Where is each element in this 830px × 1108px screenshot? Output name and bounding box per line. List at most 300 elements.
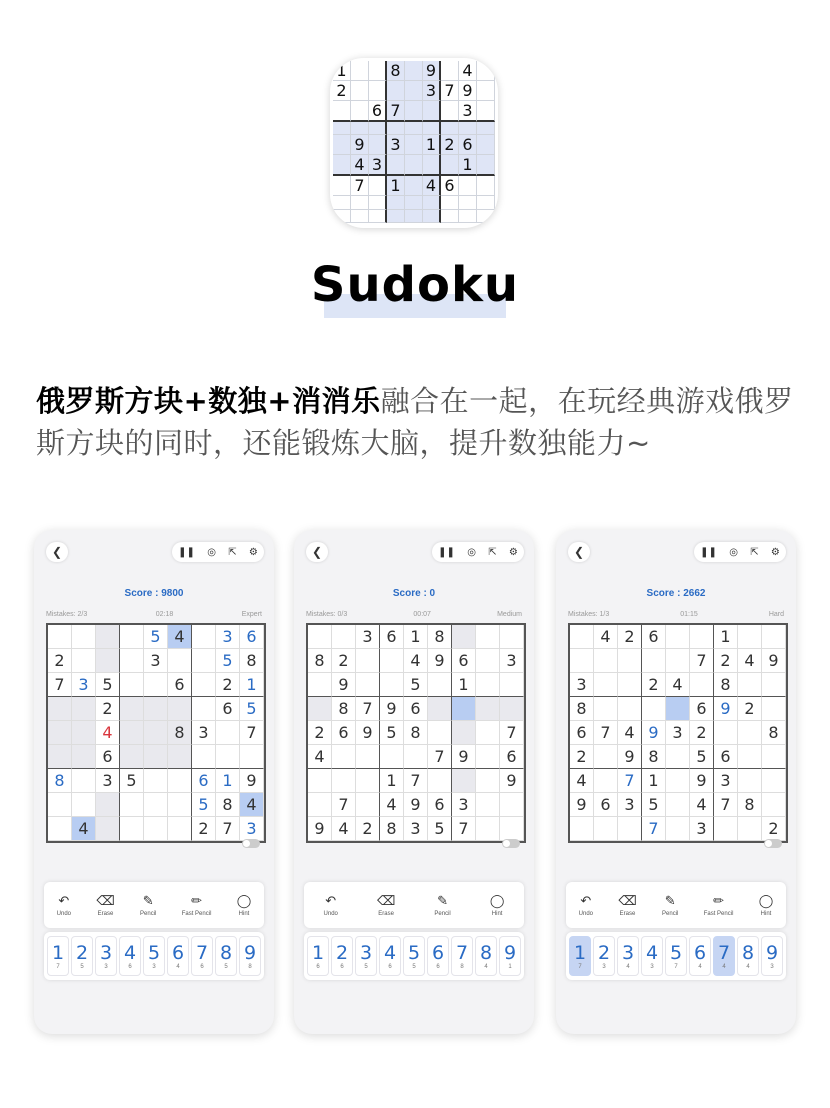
board-cell[interactable] [192, 697, 216, 721]
number-key-8[interactable] [475, 936, 497, 976]
number-key-9[interactable] [239, 936, 261, 976]
board-cell[interactable] [192, 745, 216, 769]
board-cell[interactable] [144, 817, 168, 841]
number-key-7[interactable] [191, 936, 213, 976]
board-cell[interactable] [168, 649, 192, 673]
board-cell[interactable] [48, 793, 72, 817]
board-cell[interactable]: 6 [332, 721, 356, 745]
board-cell[interactable]: 2 [642, 673, 666, 697]
board-cell[interactable]: 6 [690, 697, 714, 721]
board-cell[interactable] [500, 625, 524, 649]
erase-button[interactable] [618, 894, 636, 917]
board-cell[interactable]: 3 [192, 721, 216, 745]
number-key-7[interactable] [451, 936, 473, 976]
board-cell[interactable] [356, 769, 380, 793]
share-icon[interactable]: ⇱ [228, 546, 237, 558]
number-key-5[interactable] [143, 936, 165, 976]
board-cell[interactable]: 9 [500, 769, 524, 793]
board-cell[interactable] [476, 625, 500, 649]
settings-gear-icon[interactable]: ⚙ [770, 546, 780, 558]
board-cell[interactable]: 5 [690, 745, 714, 769]
board-cell[interactable]: 9 [380, 697, 404, 721]
board-cell[interactable]: 2 [308, 721, 332, 745]
board-cell[interactable] [332, 769, 356, 793]
board-cell[interactable] [144, 697, 168, 721]
board-cell[interactable]: 4 [168, 625, 192, 649]
board-cell[interactable]: 7 [356, 697, 380, 721]
board-cell[interactable] [476, 745, 500, 769]
board-cell[interactable]: 6 [500, 745, 524, 769]
board-cell[interactable] [738, 673, 762, 697]
number-key-9[interactable] [761, 936, 783, 976]
board-cell[interactable] [96, 793, 120, 817]
board-cell[interactable]: 8 [332, 697, 356, 721]
board-cell[interactable]: 6 [714, 745, 738, 769]
board-cell[interactable] [144, 769, 168, 793]
board-cell[interactable] [144, 673, 168, 697]
board-cell[interactable] [356, 649, 380, 673]
board-cell[interactable] [144, 793, 168, 817]
board-cell[interactable] [594, 769, 618, 793]
board-cell[interactable]: 4 [96, 721, 120, 745]
board-cell[interactable]: 8 [570, 697, 594, 721]
board-cell[interactable] [308, 697, 332, 721]
board-cell[interactable]: 2 [762, 817, 786, 841]
board-cell[interactable] [476, 673, 500, 697]
board-cell[interactable]: 4 [240, 793, 264, 817]
board-cell[interactable] [120, 745, 144, 769]
board-cell[interactable] [192, 673, 216, 697]
board-cell[interactable] [738, 625, 762, 649]
board-cell[interactable]: 5 [404, 673, 428, 697]
board-cell[interactable] [240, 745, 264, 769]
board-cell[interactable] [500, 817, 524, 841]
board-cell[interactable] [762, 769, 786, 793]
board-cell[interactable] [500, 673, 524, 697]
board-cell[interactable]: 9 [404, 793, 428, 817]
number-key-8[interactable] [215, 936, 237, 976]
hint-button[interactable] [490, 894, 505, 917]
number-key-5[interactable] [665, 936, 687, 976]
board-cell[interactable]: 3 [570, 673, 594, 697]
board-cell[interactable] [120, 697, 144, 721]
board-cell[interactable] [452, 625, 476, 649]
board-cell[interactable]: 5 [144, 625, 168, 649]
board-cell[interactable]: 4 [72, 817, 96, 841]
board-cell[interactable]: 2 [570, 745, 594, 769]
board-cell[interactable] [120, 721, 144, 745]
board-cell[interactable]: 9 [618, 745, 642, 769]
sudoku-board[interactable] [46, 623, 266, 843]
board-cell[interactable] [666, 793, 690, 817]
board-cell[interactable]: 8 [380, 817, 404, 841]
board-cell[interactable]: 5 [240, 697, 264, 721]
board-cell[interactable] [452, 697, 476, 721]
palette-icon[interactable]: ◎ [207, 546, 216, 558]
board-cell[interactable] [72, 745, 96, 769]
board-cell[interactable]: 1 [216, 769, 240, 793]
board-cell[interactable]: 7 [452, 817, 476, 841]
hint-button[interactable] [759, 894, 774, 917]
number-key-6[interactable] [427, 936, 449, 976]
board-cell[interactable]: 9 [428, 649, 452, 673]
board-cell[interactable] [714, 721, 738, 745]
board-cell[interactable] [72, 721, 96, 745]
board-cell[interactable]: 6 [452, 649, 476, 673]
board-cell[interactable]: 4 [404, 649, 428, 673]
back-button[interactable] [46, 542, 68, 562]
board-cell[interactable] [762, 697, 786, 721]
board-cell[interactable] [380, 673, 404, 697]
board-cell[interactable]: 3 [690, 817, 714, 841]
erase-button[interactable] [96, 894, 114, 917]
board-cell[interactable] [96, 625, 120, 649]
board-cell[interactable]: 9 [452, 745, 476, 769]
toggle-switch[interactable] [502, 839, 520, 848]
board-cell[interactable]: 9 [762, 649, 786, 673]
board-cell[interactable] [404, 745, 428, 769]
board-cell[interactable]: 4 [690, 793, 714, 817]
board-cell[interactable]: 1 [642, 769, 666, 793]
board-cell[interactable] [642, 649, 666, 673]
board-cell[interactable]: 4 [332, 817, 356, 841]
board-cell[interactable] [476, 769, 500, 793]
board-cell[interactable] [428, 721, 452, 745]
board-cell[interactable]: 2 [332, 649, 356, 673]
number-key-1[interactable] [47, 936, 69, 976]
number-key-1[interactable] [569, 936, 591, 976]
board-cell[interactable]: 6 [428, 793, 452, 817]
board-cell[interactable]: 7 [714, 793, 738, 817]
board-cell[interactable]: 2 [738, 697, 762, 721]
board-cell[interactable] [476, 649, 500, 673]
board-cell[interactable] [120, 649, 144, 673]
number-key-2[interactable] [71, 936, 93, 976]
palette-icon[interactable]: ◎ [729, 546, 738, 558]
board-cell[interactable] [570, 817, 594, 841]
board-cell[interactable] [618, 649, 642, 673]
number-key-1[interactable] [307, 936, 329, 976]
board-cell[interactable]: 8 [714, 673, 738, 697]
board-cell[interactable] [308, 769, 332, 793]
board-cell[interactable] [72, 625, 96, 649]
board-cell[interactable] [96, 817, 120, 841]
board-cell[interactable] [72, 649, 96, 673]
toggle-switch[interactable] [242, 839, 260, 848]
board-cell[interactable]: 5 [642, 793, 666, 817]
board-cell[interactable] [570, 625, 594, 649]
board-cell[interactable] [500, 697, 524, 721]
board-cell[interactable] [428, 769, 452, 793]
board-cell[interactable] [308, 625, 332, 649]
board-cell[interactable]: 6 [570, 721, 594, 745]
board-cell[interactable] [428, 673, 452, 697]
board-cell[interactable]: 8 [168, 721, 192, 745]
board-cell[interactable]: 1 [452, 673, 476, 697]
board-cell[interactable] [666, 697, 690, 721]
pencil-button[interactable] [662, 894, 678, 917]
board-cell[interactable] [666, 769, 690, 793]
number-key-3[interactable] [617, 936, 639, 976]
board-cell[interactable]: 1 [714, 625, 738, 649]
board-cell[interactable] [738, 721, 762, 745]
pencil-button[interactable] [434, 894, 450, 917]
board-cell[interactable]: 3 [144, 649, 168, 673]
number-key-2[interactable] [593, 936, 615, 976]
board-cell[interactable] [476, 721, 500, 745]
board-cell[interactable]: 2 [714, 649, 738, 673]
board-cell[interactable]: 4 [380, 793, 404, 817]
share-icon[interactable]: ⇱ [488, 546, 497, 558]
undo-button[interactable] [57, 894, 71, 917]
board-cell[interactable] [666, 817, 690, 841]
board-cell[interactable]: 6 [240, 625, 264, 649]
board-cell[interactable] [714, 817, 738, 841]
board-cell[interactable] [380, 745, 404, 769]
board-cell[interactable]: 6 [96, 745, 120, 769]
board-cell[interactable] [168, 817, 192, 841]
board-cell[interactable]: 9 [570, 793, 594, 817]
board-cell[interactable]: 7 [216, 817, 240, 841]
number-key-3[interactable] [95, 936, 117, 976]
board-cell[interactable] [738, 745, 762, 769]
board-cell[interactable] [618, 697, 642, 721]
board-cell[interactable]: 8 [404, 721, 428, 745]
board-cell[interactable]: 5 [120, 769, 144, 793]
board-cell[interactable] [642, 697, 666, 721]
board-cell[interactable] [168, 697, 192, 721]
board-cell[interactable] [762, 673, 786, 697]
hint-button[interactable] [237, 894, 252, 917]
board-cell[interactable]: 6 [192, 769, 216, 793]
board-cell[interactable] [72, 697, 96, 721]
board-cell[interactable] [380, 649, 404, 673]
board-cell[interactable]: 8 [428, 625, 452, 649]
board-cell[interactable]: 9 [714, 697, 738, 721]
board-cell[interactable]: 4 [738, 649, 762, 673]
board-cell[interactable] [428, 697, 452, 721]
sudoku-board[interactable] [568, 623, 788, 843]
board-cell[interactable]: 6 [642, 625, 666, 649]
board-cell[interactable] [356, 745, 380, 769]
board-cell[interactable]: 8 [240, 649, 264, 673]
board-cell[interactable] [476, 793, 500, 817]
board-cell[interactable] [570, 649, 594, 673]
board-cell[interactable] [72, 793, 96, 817]
board-cell[interactable] [762, 745, 786, 769]
board-cell[interactable]: 3 [216, 625, 240, 649]
board-cell[interactable]: 6 [594, 793, 618, 817]
board-cell[interactable] [738, 817, 762, 841]
board-cell[interactable] [48, 745, 72, 769]
sudoku-board[interactable] [306, 623, 526, 843]
board-cell[interactable]: 9 [642, 721, 666, 745]
board-cell[interactable]: 3 [72, 673, 96, 697]
number-key-7[interactable] [713, 936, 735, 976]
board-cell[interactable] [216, 721, 240, 745]
pause-icon[interactable]: ❚❚ [178, 546, 195, 558]
settings-gear-icon[interactable]: ⚙ [508, 546, 518, 558]
number-key-4[interactable] [119, 936, 141, 976]
board-cell[interactable] [96, 649, 120, 673]
board-cell[interactable]: 7 [594, 721, 618, 745]
board-cell[interactable] [120, 673, 144, 697]
board-cell[interactable]: 3 [452, 793, 476, 817]
board-cell[interactable] [120, 817, 144, 841]
board-cell[interactable] [666, 745, 690, 769]
board-cell[interactable] [666, 649, 690, 673]
board-cell[interactable] [48, 721, 72, 745]
board-cell[interactable] [48, 697, 72, 721]
number-key-2[interactable] [331, 936, 353, 976]
board-cell[interactable]: 3 [666, 721, 690, 745]
board-cell[interactable]: 2 [618, 625, 642, 649]
board-cell[interactable] [168, 745, 192, 769]
board-cell[interactable]: 5 [428, 817, 452, 841]
board-cell[interactable]: 2 [690, 721, 714, 745]
board-cell[interactable] [356, 793, 380, 817]
board-cell[interactable] [666, 625, 690, 649]
number-key-3[interactable] [355, 936, 377, 976]
board-cell[interactable]: 9 [308, 817, 332, 841]
board-cell[interactable] [594, 817, 618, 841]
board-cell[interactable]: 7 [618, 769, 642, 793]
board-cell[interactable] [120, 793, 144, 817]
board-cell[interactable] [192, 625, 216, 649]
undo-button[interactable] [324, 894, 338, 917]
board-cell[interactable] [594, 673, 618, 697]
board-cell[interactable] [594, 745, 618, 769]
board-cell[interactable]: 1 [380, 769, 404, 793]
board-cell[interactable] [120, 625, 144, 649]
board-cell[interactable]: 8 [308, 649, 332, 673]
board-cell[interactable]: 3 [714, 769, 738, 793]
share-icon[interactable]: ⇱ [750, 546, 759, 558]
number-key-6[interactable] [167, 936, 189, 976]
erase-button[interactable] [377, 894, 395, 917]
board-cell[interactable]: 4 [594, 625, 618, 649]
board-cell[interactable] [356, 673, 380, 697]
number-key-8[interactable] [737, 936, 759, 976]
board-cell[interactable]: 8 [642, 745, 666, 769]
board-cell[interactable] [738, 769, 762, 793]
board-cell[interactable]: 2 [216, 673, 240, 697]
board-cell[interactable] [476, 697, 500, 721]
board-cell[interactable]: 8 [762, 721, 786, 745]
board-cell[interactable]: 4 [666, 673, 690, 697]
board-cell[interactable] [594, 697, 618, 721]
board-cell[interactable]: 6 [380, 625, 404, 649]
board-cell[interactable]: 8 [216, 793, 240, 817]
board-cell[interactable]: 3 [356, 625, 380, 649]
board-cell[interactable] [48, 625, 72, 649]
board-cell[interactable]: 3 [96, 769, 120, 793]
board-cell[interactable]: 7 [690, 649, 714, 673]
board-cell[interactable]: 7 [404, 769, 428, 793]
board-cell[interactable] [452, 769, 476, 793]
board-cell[interactable]: 7 [240, 721, 264, 745]
board-cell[interactable]: 5 [96, 673, 120, 697]
fast-pencil-button[interactable] [704, 894, 734, 917]
number-key-9[interactable] [499, 936, 521, 976]
board-cell[interactable] [144, 721, 168, 745]
board-cell[interactable]: 8 [738, 793, 762, 817]
board-cell[interactable]: 3 [618, 793, 642, 817]
board-cell[interactable]: 4 [618, 721, 642, 745]
number-key-5[interactable] [403, 936, 425, 976]
board-cell[interactable] [500, 793, 524, 817]
board-cell[interactable] [618, 673, 642, 697]
board-cell[interactable] [144, 745, 168, 769]
board-cell[interactable]: 2 [192, 817, 216, 841]
board-cell[interactable] [192, 649, 216, 673]
pencil-button[interactable] [140, 894, 156, 917]
undo-button[interactable] [579, 894, 593, 917]
board-cell[interactable]: 6 [216, 697, 240, 721]
board-cell[interactable]: 6 [168, 673, 192, 697]
board-cell[interactable] [690, 673, 714, 697]
board-cell[interactable]: 7 [48, 673, 72, 697]
board-cell[interactable] [72, 769, 96, 793]
board-cell[interactable] [308, 673, 332, 697]
board-cell[interactable]: 4 [308, 745, 332, 769]
board-cell[interactable]: 6 [404, 697, 428, 721]
board-cell[interactable] [168, 769, 192, 793]
board-cell[interactable]: 9 [356, 721, 380, 745]
number-key-4[interactable] [379, 936, 401, 976]
number-key-6[interactable] [689, 936, 711, 976]
board-cell[interactable]: 9 [690, 769, 714, 793]
board-cell[interactable] [762, 793, 786, 817]
board-cell[interactable] [476, 817, 500, 841]
board-cell[interactable] [618, 817, 642, 841]
board-cell[interactable] [216, 745, 240, 769]
board-cell[interactable]: 7 [428, 745, 452, 769]
board-cell[interactable] [762, 625, 786, 649]
board-cell[interactable] [452, 721, 476, 745]
back-button[interactable] [568, 542, 590, 562]
board-cell[interactable]: 7 [642, 817, 666, 841]
board-cell[interactable]: 7 [500, 721, 524, 745]
toggle-switch[interactable] [764, 839, 782, 848]
board-cell[interactable]: 2 [48, 649, 72, 673]
fast-pencil-button[interactable] [182, 894, 212, 917]
board-cell[interactable]: 5 [192, 793, 216, 817]
board-cell[interactable]: 2 [356, 817, 380, 841]
board-cell[interactable] [48, 817, 72, 841]
board-cell[interactable]: 5 [380, 721, 404, 745]
settings-gear-icon[interactable]: ⚙ [248, 546, 258, 558]
palette-icon[interactable]: ◎ [467, 546, 476, 558]
board-cell[interactable]: 9 [332, 673, 356, 697]
board-cell[interactable]: 1 [404, 625, 428, 649]
board-cell[interactable]: 4 [570, 769, 594, 793]
board-cell[interactable] [594, 649, 618, 673]
back-button[interactable] [306, 542, 328, 562]
number-key-4[interactable] [641, 936, 663, 976]
board-cell[interactable]: 3 [240, 817, 264, 841]
board-cell[interactable] [332, 625, 356, 649]
board-cell[interactable]: 3 [500, 649, 524, 673]
board-cell[interactable]: 2 [96, 697, 120, 721]
board-cell[interactable]: 8 [48, 769, 72, 793]
board-cell[interactable] [168, 793, 192, 817]
board-cell[interactable]: 9 [240, 769, 264, 793]
board-cell[interactable]: 7 [332, 793, 356, 817]
board-cell[interactable] [690, 625, 714, 649]
board-cell[interactable]: 3 [404, 817, 428, 841]
board-cell[interactable] [308, 793, 332, 817]
